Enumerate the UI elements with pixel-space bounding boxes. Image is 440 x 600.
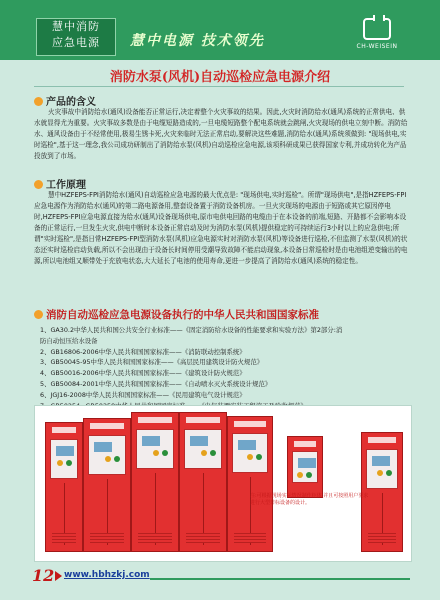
website-link[interactable]: www.hbhzkj.com xyxy=(64,570,150,580)
section-heading-principle-text: 工作原理 xyxy=(46,180,86,191)
cabinet-image xyxy=(361,432,403,552)
section-heading-meaning xyxy=(34,93,96,108)
photo-note: 注:可根据现场实际情况制作柜体,并且可按照用户要求进行大型非标设备的设计。 xyxy=(250,493,369,506)
section-principle-paragraph: 慧中HZFEPS-FPI消防给水(通风)自动巡检应急电源的最大优点是: "现场供电,实时巡检"。所谓"现场供电",是指HZFEPS-FPI应急电源作为消防给水(通风)的第二路电源备用,整套设备置于消防设备机房。一旦火灾现场的电源由于短路或其它原因停电时,HZFEPS-FPI应急电源直接为给水(通风)设备现场供电,原市电供电回路的电缆由于在本设备的前端,短路、开路都不会影响本设备的正常运行,一旦发生火灾,供电中断时本设备正常启动及时为消防水泵(风机)提供稳定的可持续运行3小时以上的应急供电;所谓"实时巡检",是指日常HZFEPS-FPI型消防水泵(风机)应急电源实时对消防水泵(风机)等设备进行巡检,不但监测了水泵(风机)的状态还实时巡检启动负载,所以不会出现由于设备长时间停用受潮导致故障不能启动现象,本设备日常巡检时是由电池组逆变输出的电源,所以电池组又顺带处于充放电状态,大大延长了电池的使用寿命,更进一步提高了消防给水(通风)系统的稳定性。 xyxy=(34,191,408,265)
standard-item: 1、GA30.2中华人民共和国公共安全行业标准——《固定消防给水设备的性能要求和实验方法》第2部分:消 xyxy=(40,326,343,334)
footer-divider xyxy=(150,578,410,580)
cabinet-image xyxy=(131,412,179,552)
arrow-right-icon xyxy=(55,571,62,581)
standard-item: 6、JGJ16-2008中华人民共和国国家标准——《民用建筑电气设计规范》 xyxy=(40,390,246,399)
brand-line-1: 慧中消防 xyxy=(52,20,100,33)
brand-box xyxy=(36,18,116,56)
section-heading-standards-text: 消防自动巡检应急电源设备执行的中华人民共和国国家标准 xyxy=(46,309,319,321)
bullet-icon xyxy=(34,310,43,319)
cabinet-image xyxy=(83,418,131,552)
page-number: 12 xyxy=(32,566,55,585)
cabinet-image xyxy=(227,416,273,552)
company-logo xyxy=(352,18,402,56)
product-photo xyxy=(34,405,412,562)
cabinet-image xyxy=(179,412,227,552)
brand-line-2: 应急电源 xyxy=(52,36,100,49)
section-heading-meaning-text: 产品的含义 xyxy=(46,97,96,108)
wall-cabinet-image xyxy=(287,436,323,498)
section-heading-principle xyxy=(34,176,86,191)
standard-item: 3、GB50045-95中华人民共和国国家标准——《高层民用建筑设计防火规范》 xyxy=(40,358,264,367)
cabinet-image xyxy=(45,422,83,552)
title-divider xyxy=(34,86,404,87)
page-header xyxy=(0,0,440,60)
standard-item: 4、GB50016-2006中华人民共和国国家标准——《建筑设计防火规范》 xyxy=(40,369,246,378)
logo-text: CH-WEISEIN xyxy=(356,43,398,50)
page-title: 消防水泵(风机)自动巡检应急电源介绍 xyxy=(109,70,331,85)
bullet-icon xyxy=(34,97,43,106)
slogan: 慧中电源 技术领先 xyxy=(130,33,265,49)
section-meaning-paragraph: 火灾事故中消防给水(通风)设备能否正常运行,决定着整个火灾事故的结果。因此,火灾时消防给水(通风)系统的正常供电、供水就显得尤为重要。火灾事故多数是由于电缆短路造成的,一旦电缆短路整个配电系统就会跳闸,火灾现场的供电立刻中断。消防给水、通风设备由于不经常使用,极易生锈卡死,火灾来临时无法正常启动,要解决这些难题,消防给水(通风)系统须做到: "现场供电,实时巡检",基于这一理念,我公司成功研制出了消防给水泵(风机)自动巡检应急电源,该项科研成果已获得国家专利,并成功转化为产品投放到了市场。 xyxy=(34,108,408,160)
bullet-icon xyxy=(34,180,43,189)
standard-item: 防自动恒压给水设备 xyxy=(40,336,98,345)
section-meaning-body xyxy=(34,107,410,162)
standard-item: 2、GB16806-2006中华人民共和国国家标准——《消防联动控制系统》 xyxy=(40,347,246,356)
logo-icon xyxy=(363,18,391,40)
section-principle-body xyxy=(34,190,410,267)
section-heading-standards xyxy=(34,307,319,322)
standard-item: 5、GB50084-2001中华人民共和国国家标准——《自动喷水灭火系统设计规范》 xyxy=(40,379,272,388)
standards-list xyxy=(34,325,410,411)
